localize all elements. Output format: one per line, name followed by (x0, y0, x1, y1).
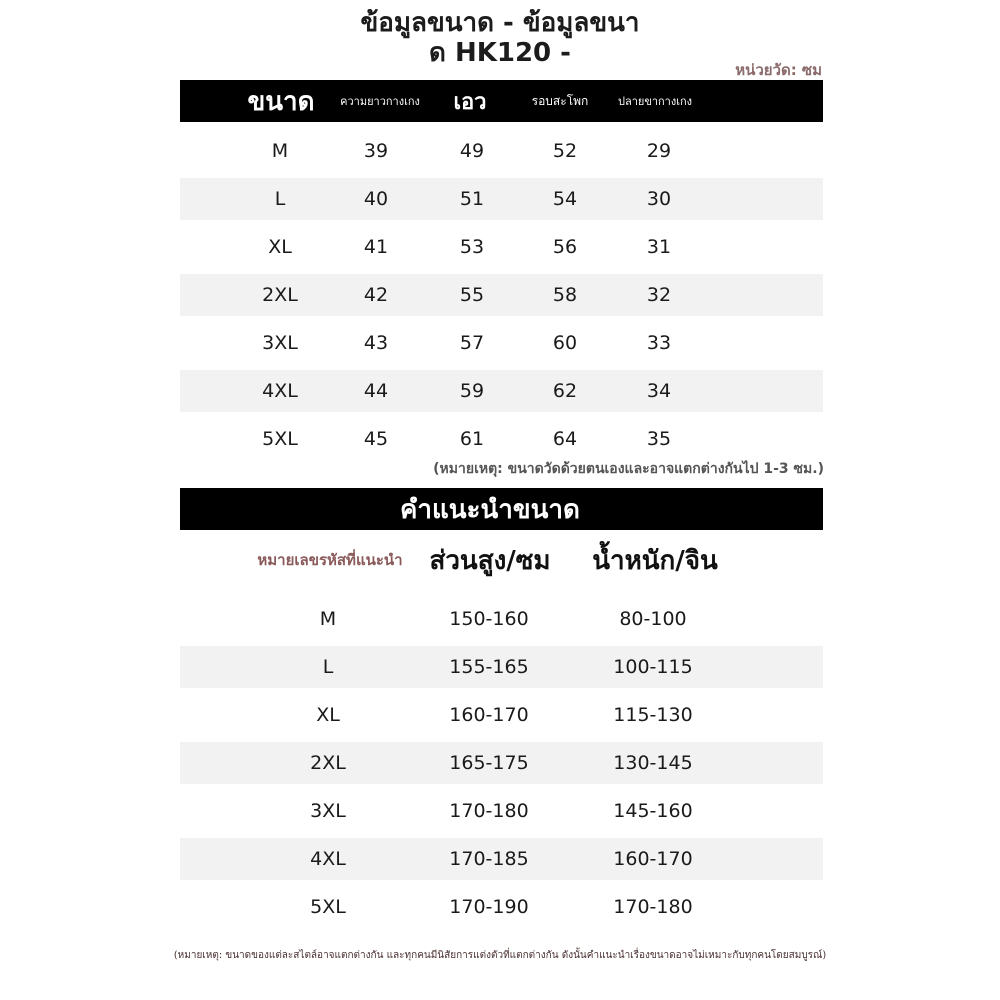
recommend-header (180, 488, 823, 530)
cell-waist: 53 (459, 236, 485, 258)
cell-waist: 57 (459, 332, 485, 354)
cell-hip: 54 (552, 188, 578, 210)
page-title (330, 8, 670, 68)
rec-height: 165-175 (449, 752, 529, 774)
rec-weight: 80-100 (619, 608, 687, 630)
table-row (180, 838, 823, 880)
header-hip: รอบสะโพก (531, 93, 589, 108)
rec-height: 170-180 (449, 800, 529, 822)
cell-length: 43 (363, 332, 389, 354)
table-row (180, 694, 823, 736)
rec-size: 4XL (310, 848, 346, 870)
recommend-note: (หมายเหตุ: ขนาดของแต่ละสไตล์อาจแตกต่างกัน และทุกคนมีนิสัยการแต่งตัวที่แตกต่างกัน ดังนั้นคำแนะนำเรื่องขนาดอาจไม่เหมาะกับทุกคนโดยสมบูรณ์) (173, 950, 827, 961)
recommend-title: คำแนะนำขนาด (400, 494, 580, 525)
cell-length: 45 (363, 428, 389, 450)
rec-size: 5XL (310, 896, 346, 918)
cell-waist: 59 (459, 380, 485, 402)
cell-waist: 55 (459, 284, 485, 306)
title-line-2: ด HK120 - (429, 38, 571, 68)
table-row (180, 226, 823, 268)
cell-length: 41 (363, 236, 389, 258)
size-note: (หมายเหตุ: ขนาดวัดด้วยตนเองและอาจแตกต่างกันไป 1-3 ซม.) (433, 461, 824, 477)
cell-hem: 31 (646, 236, 672, 258)
table-row (180, 598, 823, 640)
rec-header-height: ส่วนสูง/ซม (429, 545, 551, 576)
cell-hem: 30 (646, 188, 672, 210)
table-row (180, 742, 823, 784)
cell-hem: 35 (646, 428, 672, 450)
cell-size: L (274, 188, 286, 210)
cell-size: 3XL (262, 332, 298, 354)
cell-size: M (271, 140, 289, 162)
cell-size: 5XL (262, 428, 298, 450)
table-row (180, 790, 823, 832)
table-row (180, 274, 823, 316)
cell-hem: 29 (646, 140, 672, 162)
cell-hem: 32 (646, 284, 672, 306)
cell-hip: 62 (552, 380, 578, 402)
rec-weight: 160-170 (613, 848, 693, 870)
table-row (180, 886, 823, 928)
rec-height: 150-160 (449, 608, 529, 630)
rec-header-weight: น้ำหนัก/จิน (592, 545, 718, 576)
rec-height: 170-185 (449, 848, 529, 870)
rec-header-code: หมายเลขรหัสที่แนะนำ (257, 551, 403, 569)
rec-size: L (322, 656, 334, 678)
rec-weight: 100-115 (613, 656, 693, 678)
table-row (180, 646, 823, 688)
table-row (180, 178, 823, 220)
rec-size: XL (316, 704, 340, 726)
cell-hip: 60 (552, 332, 578, 354)
rec-size: 2XL (310, 752, 346, 774)
header-length: ความยาวกางเกง (340, 95, 420, 108)
cell-hip: 56 (552, 236, 578, 258)
rec-weight: 170-180 (613, 896, 693, 918)
rec-height: 155-165 (449, 656, 529, 678)
cell-size: 2XL (262, 284, 298, 306)
table-row (180, 130, 823, 172)
cell-waist: 49 (459, 140, 485, 162)
rec-height: 170-190 (449, 896, 529, 918)
cell-length: 42 (363, 284, 389, 306)
cell-hip: 52 (552, 140, 578, 162)
header-size: ขนาด (247, 86, 315, 117)
cell-hem: 34 (646, 380, 672, 402)
cell-waist: 61 (459, 428, 485, 450)
cell-size: 4XL (262, 380, 298, 402)
rec-size: 3XL (310, 800, 346, 822)
rec-weight: 130-145 (613, 752, 693, 774)
unit-label: หน่วยวัด: ซม (735, 61, 822, 79)
cell-length: 39 (363, 140, 389, 162)
table-row (180, 418, 823, 460)
cell-length: 44 (363, 380, 389, 402)
rec-weight: 145-160 (613, 800, 693, 822)
table-row (180, 370, 823, 412)
cell-hip: 58 (552, 284, 578, 306)
header-hem: ปลายขากางเกง (617, 95, 693, 108)
cell-length: 40 (363, 188, 389, 210)
cell-waist: 51 (459, 188, 485, 210)
cell-hip: 64 (552, 428, 578, 450)
table-row (180, 322, 823, 364)
cell-hem: 33 (646, 332, 672, 354)
title-line-1: ข้อมูลขนาด - ข้อมูลขนา (360, 8, 640, 38)
rec-size: M (319, 608, 337, 630)
size-table-header (180, 80, 823, 122)
rec-weight: 115-130 (613, 704, 693, 726)
header-waist: เอว (453, 89, 487, 115)
rec-height: 160-170 (449, 704, 529, 726)
cell-size: XL (268, 236, 292, 258)
